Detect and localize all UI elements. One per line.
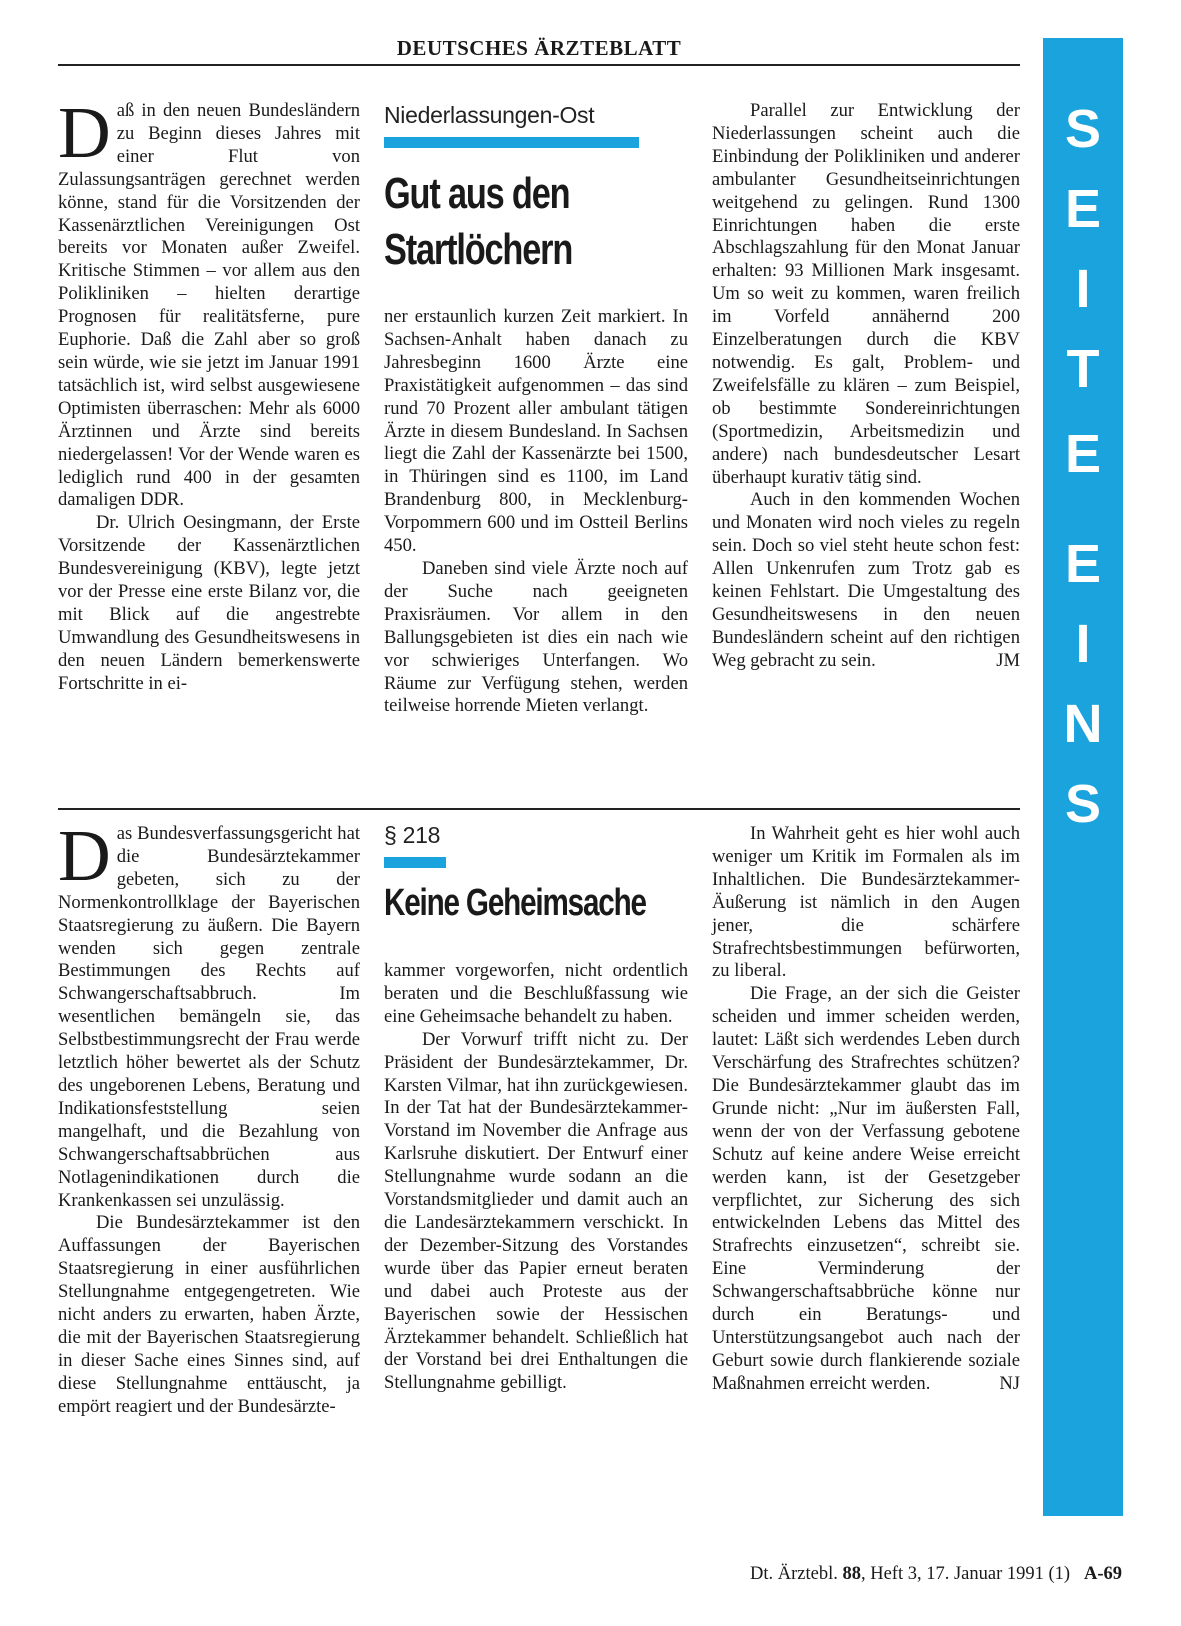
paragraph: as Bundesverfassungsgericht hat die Bundesärztekammer gebeten, sich zu der Normenkontrollklage der Bayerischen Staatsregierung zu äußern. Die Bayern wenden sich gegen zentrale Bestimmungen des Rechts auf Schwangerschaftsabbruch. Im wesentlichen bemängeln sie, das Selbstbestimmungsrecht der Frau werde letztlich höher bewertet als der Schutz des ungeborenen Lebens, Beratung und Indikationsfeststellung seien mangelhaft, und die Bezahlung von Schwangerschaftsabbrüchen aus Notlagenindikationen durch die Krankenkassen sei unzulässig. xyxy=(58,823,360,1211)
paragraph: Die Frage, an der sich die Geister scheiden und immer scheiden werden, lautet: Läßt sich werdendes Leben durch Verschärfung des Strafrechtes schützen? Die Bundesärztekammer glaubt das im Grunde nicht: „Nur im äußersten Fall, wenn der von der Verfassung gebotene Schutz auf keine andere Weise erreicht werden kann, ist der Gesetzgeber verpflichtet, zur Sicherung des sich entwickelnden Lebens das Mittel des Strafrechts einzusetzen“, schreibt sie. Eine Verminderung der Schwangerschaftsabbrüche könne nur durch ein Beratungs- und Unterstützungsangebot auch nach der Geburt sowie durch flankierende soziale Maßnahmen erreicht werden. xyxy=(712,983,1020,1394)
article2-kicker-bar xyxy=(384,857,446,868)
citation: , Heft 3, 17. Januar 1991 (1) xyxy=(860,1564,1071,1584)
page-number: A-69 xyxy=(1083,1564,1122,1584)
article1-kicker: Niederlassungen-Ost xyxy=(384,102,595,128)
volume: 88 xyxy=(842,1564,861,1584)
article2-column3 xyxy=(712,823,1020,1396)
paragraph: Auch in den kommenden Wochen und Monaten wird noch vieles zu regeln sein. Doch so viel steht heute schon fest: Allen Unkenrufen zum Trotz gab es keinen Fehlstart. Die Umgestaltung des Gesundheitswesens in den neuen Bundesländern scheint auf den richtigen Weg gebracht zu sein. xyxy=(712,489,1020,671)
article1-headline-line2: Startlöchern xyxy=(384,225,573,274)
citation: Dt. Ärztebl. xyxy=(750,1564,843,1584)
side-letter: E xyxy=(1064,424,1102,484)
paragraph: Parallel zur Entwicklung der Niederlassungen scheint auch die Einbindung der Polikliniken und anderer ambulanter Gesundheitseinrichtungen weitgehend zu gelingen. Rund 1300 Einrichtungen haben die erste Abschlagszahlung für den Monat Januar erhalten: 93 Millionen Mark insgesamt. Um so weit zu kommen, waren freilich im Vorfeld annähernd 200 Einzelberatungen durch die KBV notwendig. Es galt, Problem- und Zweifelsfälle zu klären – zum Beispiel, ob bestimmte Sondereinrichtungen (Sportmedizin, Arbeitsmedizin und andere) nach bundesdeutscher Lesart überhaupt kurativ tätig sind. xyxy=(712,100,1020,488)
side-letter: T xyxy=(1066,339,1100,399)
article2-column1 xyxy=(58,815,360,1419)
side-letter: E xyxy=(1064,534,1102,594)
dropcap: D xyxy=(58,92,111,173)
paragraph: ner erstaunlich kurzen Zeit markiert. In Sachsen-Anhalt haben danach zu Jahresbeginn 1600 Ärzte eine Praxistätigkeit aufgenommen – das sind rund 70 Prozent aller ambulant tätigen Ärzte in diesem Bundesland. In Sachsen liegt die Zahl der Kassenärzte bei 1500, in Thüringen sind es 1100, im Land Brandenburg 800, in Mecklenburg-Vorpommern 600 und im Ostteil Berlins 450. xyxy=(384,306,688,557)
dropcap: D xyxy=(58,815,111,896)
article1-column3 xyxy=(712,100,1020,673)
masthead: DEUTSCHES ÄRZTEBLATT xyxy=(396,36,682,60)
article2-column2 xyxy=(384,960,688,1395)
side-letter: E xyxy=(1064,179,1102,239)
article1-column2 xyxy=(384,306,688,718)
paragraph: Die Bundesärztekammer ist den Auffassungen der Bayerischen Staatsregierung in einer ausführlichen Stellungnahme entgegengetreten. Wie nicht anders zu erwarten, haben Ärzte, die mit der Bayerischen Staatsregierung in dieser Sache eines Sinnes sind, auf diese Stellungnahme enttäuscht, ja empört reagiert und der Bundesärzte- xyxy=(58,1212,360,1417)
author-signature: NJ xyxy=(999,1372,1020,1394)
article-divider xyxy=(58,808,1020,810)
side-letter: S xyxy=(1064,774,1102,834)
article2-kicker: § 218 xyxy=(384,822,441,848)
side-letter: I xyxy=(1075,614,1091,674)
author-signature: JM xyxy=(996,649,1020,671)
article1-headline-line1: Gut aus den xyxy=(384,169,570,218)
article2-headline: Keine Geheimsache xyxy=(384,882,646,924)
paragraph: aß in den neuen Bundesländern zu Beginn dieses Jahres mit einer Flut von Zulassungsanträgen gerechnet werden könne, stand für die Vorsitzenden der Kassenärztlichen Vereinigungen Ost bereits vor Monaten außer Zweifel. Kritische Stimmen – vor allem aus den Polikliniken – hielten derartige Prognosen für realitätsferne, pure Euphorie. Daß die Zahl aber so groß sein würde, wie sie jetzt im Januar 1991 tatsächlich ist, wird selbst ausgewiesene Optimisten überraschen: Mehr als 6000 Ärztinnen und Ärzte sind bereits niedergelassen! Vor der Wende waren es lediglich rund 400 in der gesamten damaligen DDR. xyxy=(58,100,360,511)
seite-eins-sidebar xyxy=(1043,38,1123,1516)
paragraph: Daneben sind viele Ärzte noch auf der Suche nach geeigneten Praxisräumen. Vor allem in den Ballungsgebieten ist dies ein nach wie vor schwieriges Unterfangen. Wo Räume zur Verfügung stehen, werden teilweise horrende Mieten verlangt. xyxy=(384,557,688,717)
paragraph: Dr. Ulrich Oesingmann, der Erste Vorsitzende der Kassenärztlichen Bundesvereinigung (KBV), legte jetzt vor der Presse eine erste Bilanz vor, die mit Blick auf die angestrebte Umwandlung des Gesundheitswesens in den neuen Ländern bemerkenswerte Fortschritte in ei- xyxy=(58,512,360,694)
article1-kicker-bar xyxy=(384,137,639,148)
article1-column1 xyxy=(58,92,360,696)
side-letter: I xyxy=(1075,259,1091,319)
side-letter: N xyxy=(1063,694,1103,754)
side-letter: S xyxy=(1064,99,1102,159)
paragraph: kammer vorgeworfen, nicht ordentlich beraten und die Beschlußfassung wie eine Geheimsache behandelt zu haben. xyxy=(384,960,688,1027)
page-footer xyxy=(600,1564,1122,1585)
masthead-rule xyxy=(58,64,1020,66)
paragraph: Der Vorwurf trifft nicht zu. Der Präsident der Bundesärztekammer, Dr. Karsten Vilmar, hat ihn zurückgewiesen. In der Tat hat der Bundesärztekammer-Vorstand im November die Anfrage aus Karlsruhe diskutiert. Der Entwurf einer Stellungnahme wurde sodann an die Vorstandsmitglieder und damit auch an die Landesärztekammern verschickt. In der Dezember-Sitzung des Vorstandes wurde über das Papier erneut beraten und dabei auch Proteste aus der Bayerischen sowie der Hessischen Ärztekammer behandelt. Schließlich hat der Vorstand bei drei Enthaltungen die Stellungnahme gebilligt. xyxy=(384,1028,688,1394)
paragraph: In Wahrheit geht es hier wohl auch weniger um Kritik im Formalen als im Inhaltlichen. Die Bundesärztekammer-Äußerung ist nämlich in den Augen jener, die schärfere Strafrechtsbestimmungen befürworten, zu liberal. xyxy=(712,823,1020,982)
